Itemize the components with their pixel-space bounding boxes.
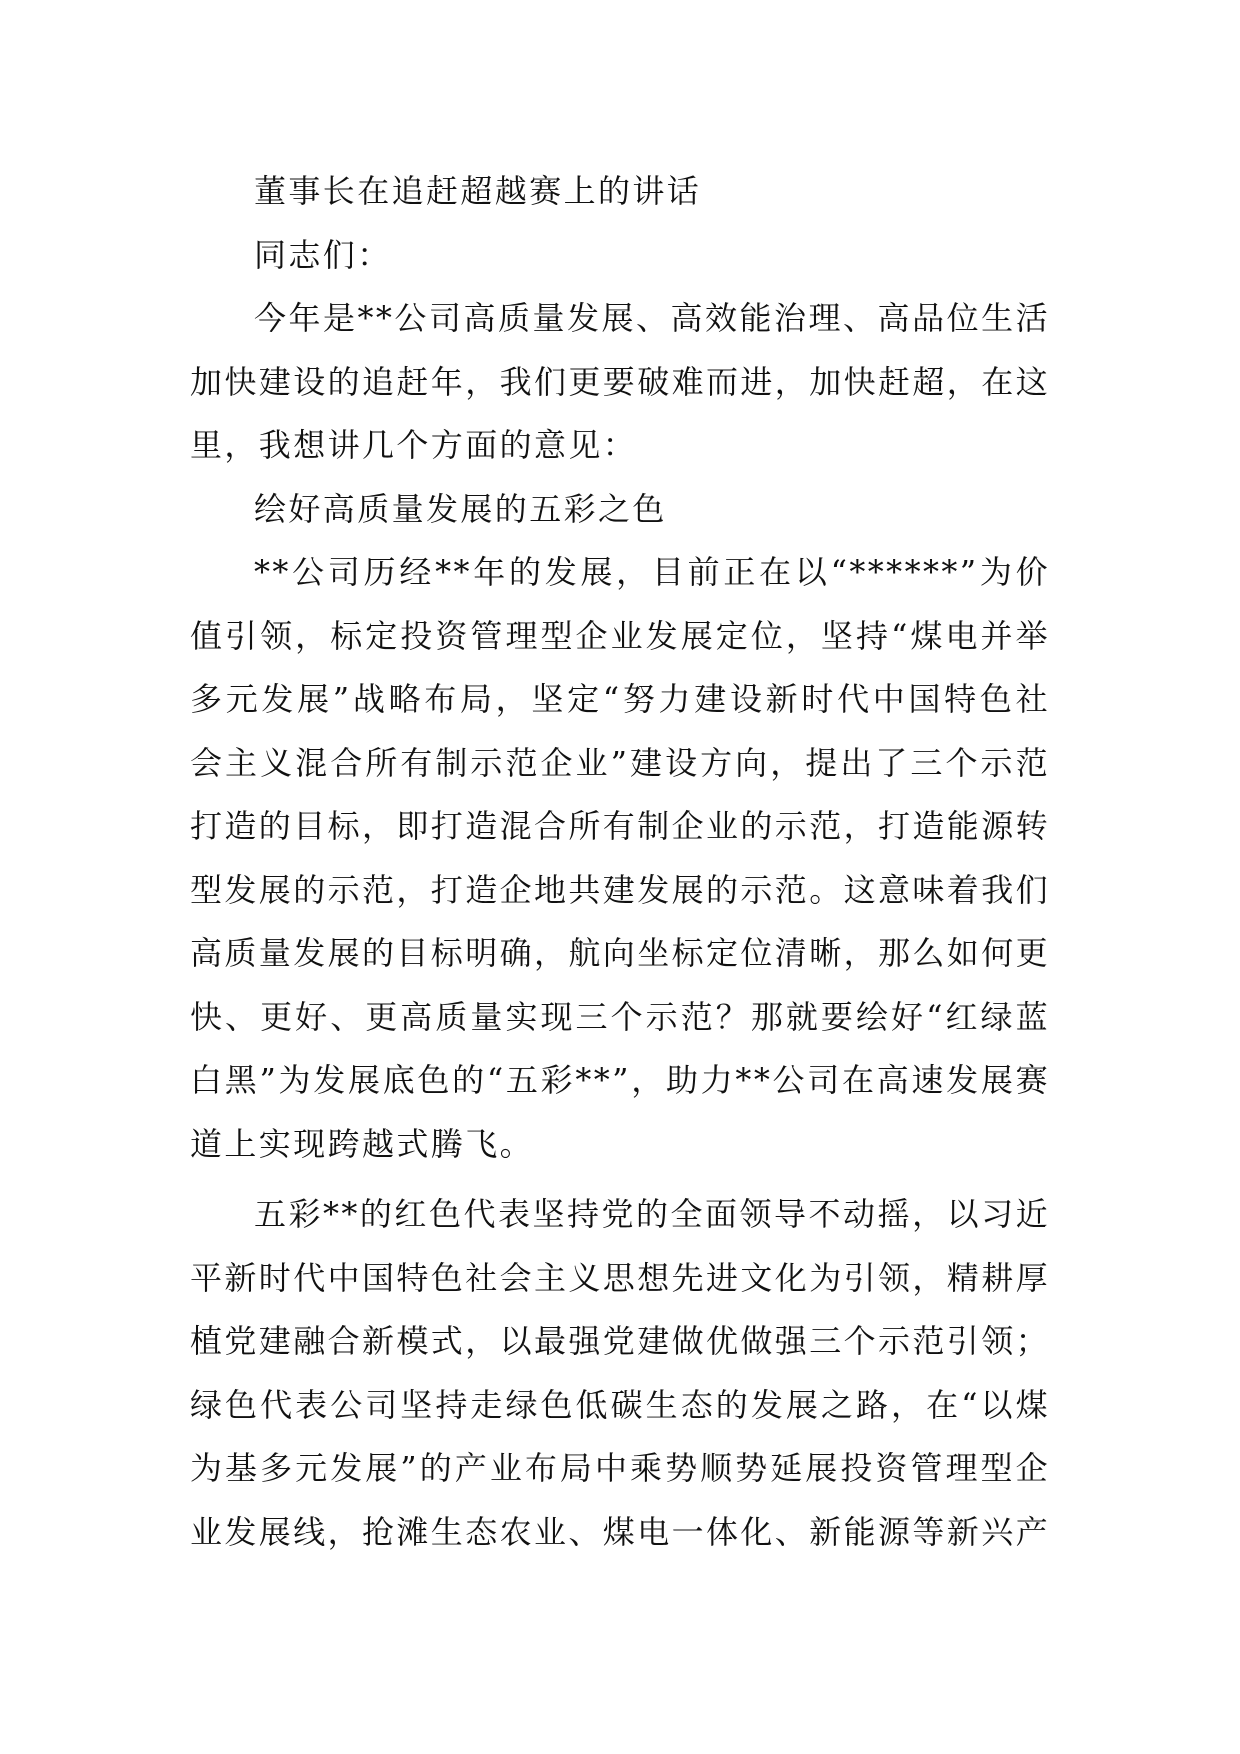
intro-paragraph: 今年是**公司高质量发展、高效能治理、高品位生活加快建设的追赶年，我们更要破难而进，加快赶超，在这里，我想讲几个方面的意见： (190, 299, 1051, 464)
section-heading: 绘好高质量发展的五彩之色 (254, 489, 667, 528)
document-body (190, 160, 1050, 1564)
document-title: 董事长在追赶超越赛上的讲话 (254, 172, 702, 210)
salutation: 同志们： (254, 235, 392, 274)
body-paragraph-2: 五彩**的红色代表坚持党的全面领导不动摇，以习近平新时代中国特色社会主义思想先进文化为引领，精耕厚植党建融合新模式，以最强党建做优做强三个示范引领；绿色代表公司坚持走绿色低碳生态的发展之路，在“以煤为基多元发展”的产业布局中乘势顺势延展投资管理型企业发展线，抢滩生态农业、煤电一体化、新能源等新兴产 (190, 1195, 1051, 1551)
body-paragraph-1: **公司历经**年的发展，目前正在以“******”为价值引领，标定投资管理型企业发展定位，坚持“煤电并举多元发展”战略布局，坚定“努力建设新时代中国特色社会主义混合所有制示范企业”建设方向，提出了三个示范打造的目标，即打造混合所有制企业的示范，打造能源转型发展的示范，打造企地共建发展的示范。这意味着我们高质量发展的目标明确，航向坐标定位清晰，那么如何更快、更好、更高质量实现三个示范？那就要绘好“红绿蓝白黑”为发展底色的“五彩**”，助力**公司在高速发展赛道上实现跨越式腾飞。 (190, 553, 1051, 1163)
